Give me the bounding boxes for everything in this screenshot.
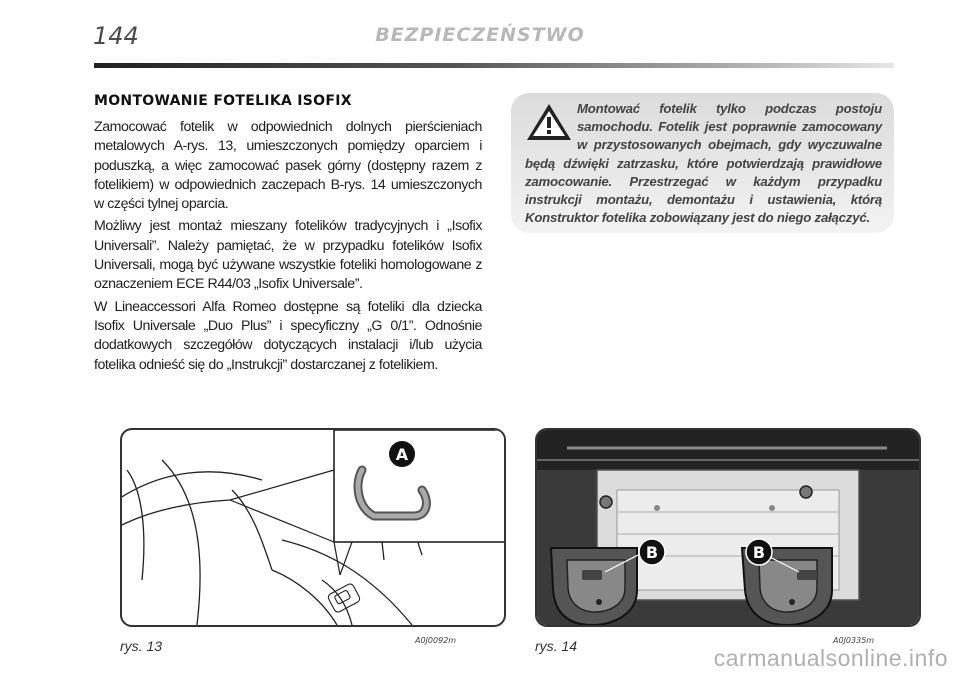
warning-box	[511, 93, 894, 233]
page-number: 144	[93, 22, 139, 50]
seatback-anchor-illustration	[537, 430, 919, 625]
body-text	[94, 118, 482, 378]
section-heading: MONTOWANIE FOTELIKA ISOFIX	[94, 93, 352, 109]
isofix-seat-illustration	[122, 430, 504, 625]
header-rule	[94, 63, 894, 68]
figure-code: A0J0335m	[833, 636, 875, 645]
watermark: carmanualsonline.info	[713, 645, 948, 671]
figure-13	[120, 428, 506, 627]
callout-letter: B	[645, 543, 659, 562]
figure-14	[535, 428, 921, 627]
paragraph: W Lineaccessori Alfa Romeo dostępne są foteliki dla dziecka Isofix Universale „Duo Plus” i specyficzny „G 0/1”. Odnośnie dodatkowych szczegółów dotyczących instalacji i/lub użycia fotelika odnieść się do „Instrukcji” dostarczanej z fotelikiem.	[94, 298, 482, 373]
callout-letter: B	[752, 543, 766, 562]
paragraph: Możliwy jest montaż mieszany fotelików tradycyjnych i „Isofix Universali”. Należy pamiętać, że w przypadku fotelików Isofix Universali, mogą być używane wszystkie foteliki homologowane z oznaczeniem ECE R44/03 „Isofix Universale”.	[94, 218, 482, 293]
section-title: BEZPIECZEŃSTWO	[375, 24, 585, 46]
callout-letter: A	[395, 445, 409, 464]
paragraph: Zamocować fotelik w odpowiednich dolnych pierścieniach metalowych A-rys. 13, umieszczonych pomiędzy oparciem i poduszką, a więc zamocować pasek górny (dostępny razem z fotelikiem) w odpowiednich zaczepach B-rys. 14 umieszczonych w części tylnej oparcia.	[94, 119, 482, 213]
figure-caption: rys. 13	[120, 638, 163, 654]
figure-caption: rys. 14	[535, 638, 578, 654]
warning-text: Montować fotelik tylko podczas postoju samochodu. Fotelik jest poprawnie zamocowany w przystosowanych obejmach, gdy wyczuwalne będą dźwięki zatrzasku, które potwierdzają prawidłowe zamocowanie. Przestrzegać w każdym przypadku instrukcji montażu, demontażu i ustawienia, którą Konstruktor fotelika zobowiązany jest do niego załączyć.	[525, 101, 882, 226]
figure-code: A0J0092m	[415, 636, 457, 645]
